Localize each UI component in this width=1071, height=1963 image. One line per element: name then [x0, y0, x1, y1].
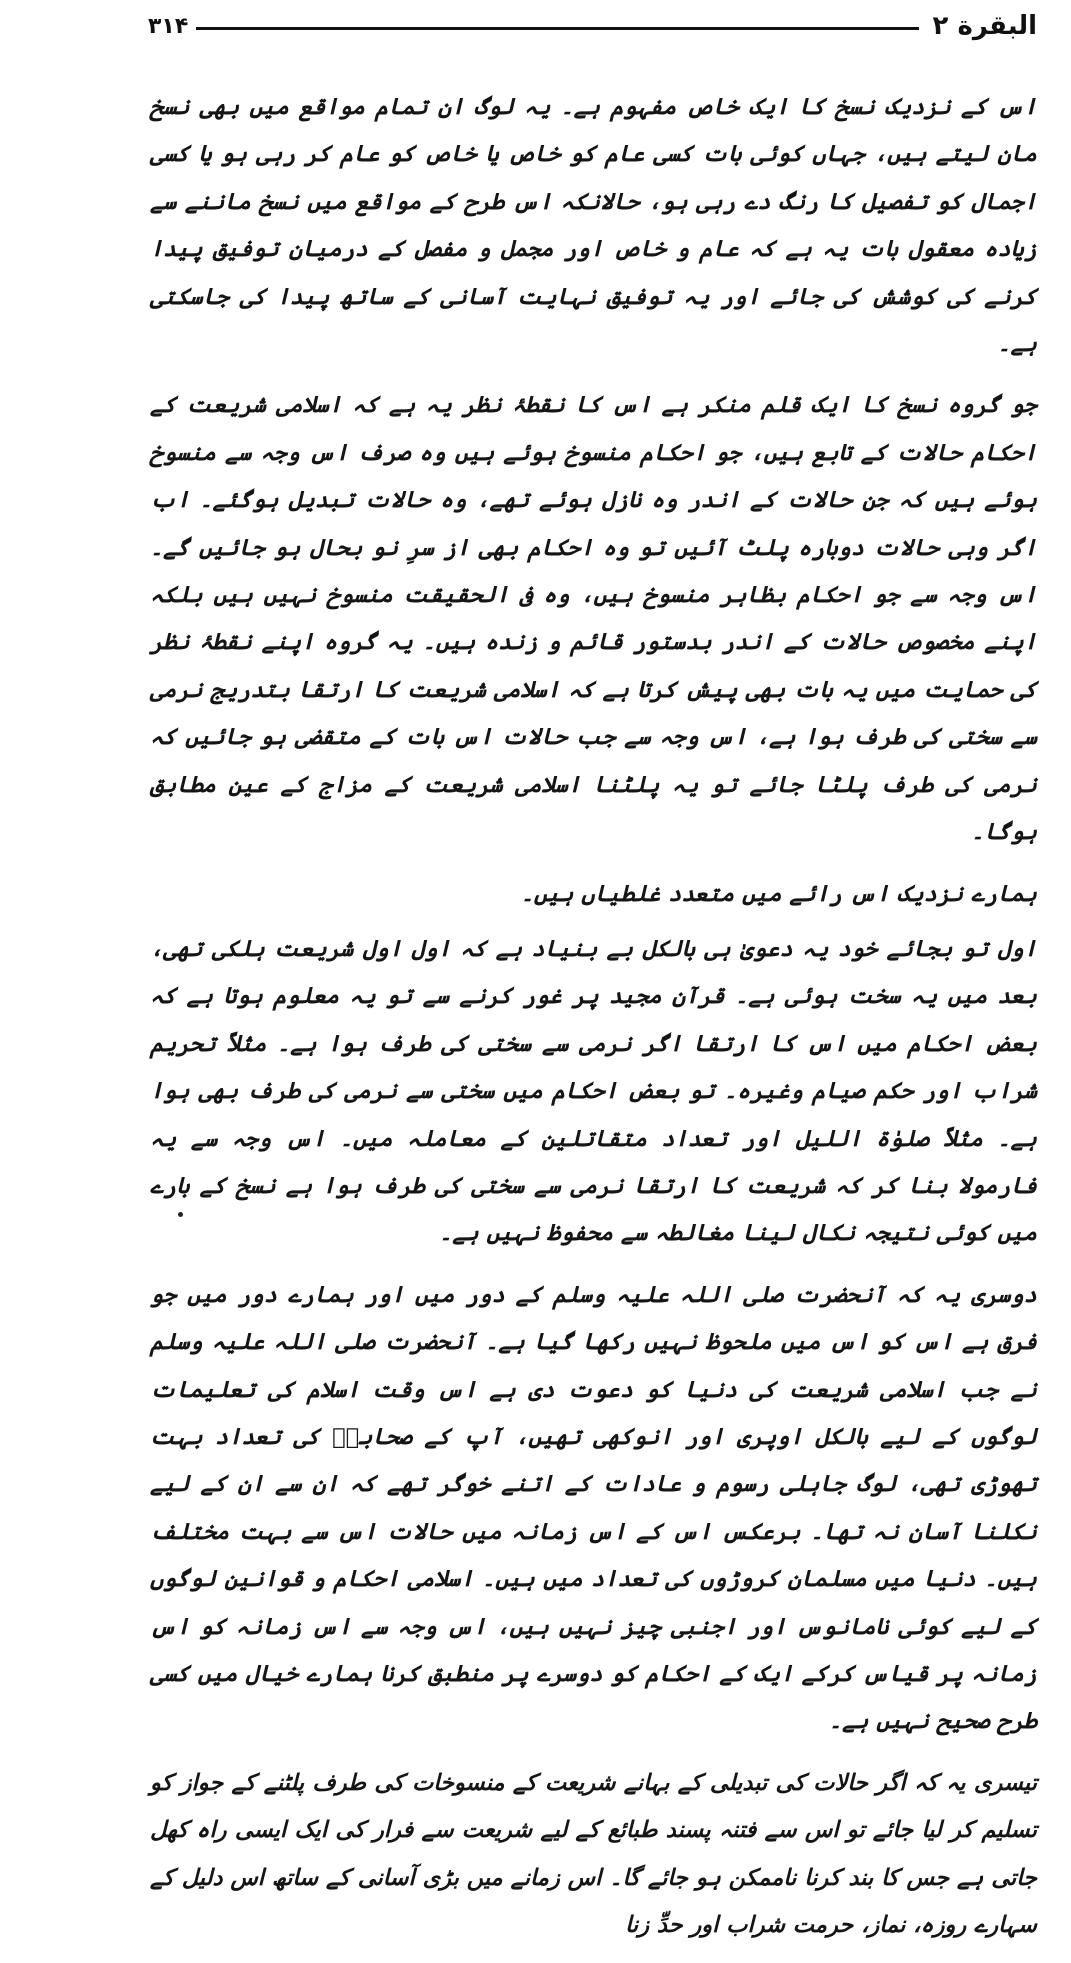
surah-title: البقرة ۲	[932, 11, 1037, 41]
page-header	[148, 6, 1037, 46]
stray-mark	[178, 1212, 183, 1217]
body-text	[150, 84, 1037, 1963]
page-number: ۳۱۴	[148, 13, 189, 39]
paragraph-second-error: دوسری یہ کہ آنحضرت صلی اللہ علیہ وسلم کے دور میں اور ہمارے دور میں جو فرق ہے اس کو اس میں ملحوظ نہیں رکھا گیا ہے۔ آنحضرت صلی اللہ علیہ وسلم نے جب اسلامی شریعت کی دنیا کو دعوت دی ہے اس وقت اسلام کی تعلیمات لوگوں کے لیے بالکل اوپری اور انوکھی تھیں، آپ کے صحابہؓ کی تعداد بہت تھوڑی تھی، لوگ جاہلی رسوم و عادات کے اتنے خوگر تھے کہ ان سے ان کے لیے نکلنا آسان نہ تھا۔ برعکس اس کے اس زمانہ میں حالات اس سے بہت مختلف ہیں۔ دنیا میں مسلمان کروڑوں کی تعداد میں ہیں۔ اسلامی احکام و قوانین لوگوں کے لیے کوئی نامانوس اور اجنبی چیز نہیں ہیں، اس وجہ سے اس زمانہ کو اس زمانہ پر قیاس کرکے ایک کے احکام کو دوسرے پر منطبق کرنا ہمارے خیال میں کسی طرح صحیح نہیں ہے۔	[150, 1281, 1037, 1735]
paragraph-naskh-definition: اس کے نزدیک نسخ کا ایک خاص مفہوم ہے۔ یہ لوگ ان تمام مواقع میں بھی نسخ مان لیتے ہیں، جہاں کوئی بات کسی عام کو خاص یا خاص کو عام کر رہی ہو یا کسی اجمال کو تفصیل کا رنگ دے رہی ہو، حالانکہ اس طرح کے مواقع میں نسخ ماننے سے زیادہ معقول بات یہ ہے کہ عام و خاص اور مجمل و مفصل کے درمیان توفیق پیدا کرنے کی کوشش کی جائے اور یہ توفیق نہایت آسانی کے ساتھ پیدا کی جاسکتی ہے۔	[150, 94, 1037, 358]
paragraph-first-error: اول تو بجائے خود یہ دعویٰ ہی بالکل بے بنیاد ہے کہ اول اول شریعت ہلکی تھی، بعد میں یہ سخت ہوئی ہے۔ قرآن مجید پر غور کرنے سے تو یہ معلوم ہوتا ہے کہ بعض احکام میں اس کا ارتقا اگر نرمی سے سختی کی طرف ہوا ہے۔ مثلاً تحریم شراب اور حکم صیام وغیرہ۔ تو بعض احکام میں سختی سے نرمی کی طرف بھی ہوا ہے۔ مثلاً صلوٰۃ اللیل اور تعداد متقاتلین کے معاملہ میں۔ اس وجہ سے یہ فارمولا بنا کر کہ شریعت کا ارتقا نرمی سے سختی کی طرف ہوا ہے نسخ کے بارے میں کوئی نتیجہ نکال لینا مغالطہ سے محفوظ نہیں ہے۔	[150, 935, 1037, 1247]
paragraph-errors-intro: ہمارے نزدیک اس رائے میں متعدد غلطیاں ہیں۔	[520, 880, 1037, 907]
paragraph-third-error: تیسری یہ کہ اگر حالات کی تبدیلی کے بہانے شریعت کے منسوخات کی طرف پلٹنے کے جواز کو تسلیم کر لیا جائے تو اس سے فتنہ پسند طبائع کے لیے شریعت سے فرار کی ایک ایسی راہ کھل جاتی ہے جس کا بند کرنا ناممکن ہو جائے گا۔ اس زمانے میں بڑی آسانی کے ساتھ اس دلیل کے سہارے روزہ، نماز، حرمت شراب اور حدِّ زنا	[150, 1769, 1037, 1939]
header-rule	[196, 27, 918, 30]
paragraph-deniers-view: جو گروہ نسخ کا ایک قلم منکر ہے اس کا نقطۂ نظر یہ ہے کہ اسلامی شریعت کے احکام حالات کے تابع ہیں، جو احکام منسوخ ہوئے ہیں وہ صرف اس وجہ سے منسوخ ہوئے ہیں کہ جن حالات کے اندر وہ نازل ہوئے تھے، وہ حالات تبدیل ہوگئے۔ اب اگر وہی حالات دوبارہ پلٹ آئیں تو وہ احکام بھی از سرِ نو بحال ہو جائیں گے۔ اس وجہ سے جو احکام بظاہر منسوخ ہیں، وہ فی الحقیقت منسوخ نہیں ہیں بلکہ اپنے مخصوص حالات کے اندر بدستور قائم و زندہ ہیں۔ یہ گروہ اپنے نقطۂ نظر کی حمایت میں یہ بات بھی پیش کرتا ہے کہ اسلامی شریعت کا ارتقا بتدریج نرمی سے سختی کی طرف ہوا ہے، اس وجہ سے جب حالات اس بات کے متقضی ہو جائیں کہ نرمی کی طرف پلٹا جائے تو یہ پلٹنا اسلامی شریعت کے مزاج کے عین مطابق ہوگا۔	[150, 392, 1037, 846]
